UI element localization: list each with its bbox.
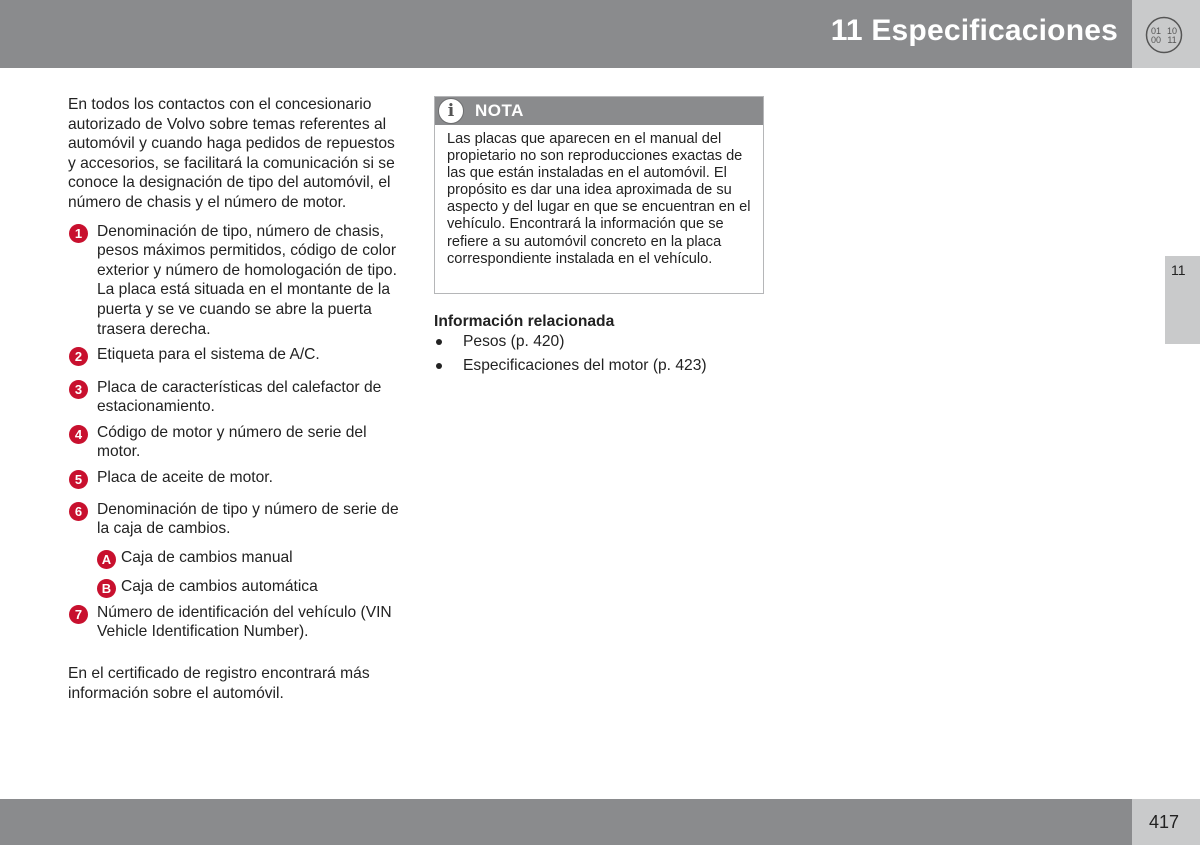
related-link-engine[interactable]: Especificaciones del motor (p. 423) — [434, 356, 774, 376]
badge-digit: 00 — [1150, 35, 1162, 45]
intro-paragraph: En todos los contactos con el concesionario autorizado de Volvo sobre temas referentes al automóvil y cuando haga pedidos de repuestos y accesorios, se facilitará la comunicación si se conoce la designación de tipo del automóvil, el número de chasis y el número de motor. — [68, 96, 395, 211]
list-item-text: Caja de cambios automática — [121, 577, 318, 595]
list-item — [68, 345, 404, 365]
list-item-text: Caja de cambios manual — [121, 548, 293, 566]
badge-digit: 01 — [1150, 26, 1162, 36]
list-item — [68, 603, 404, 642]
note-box — [434, 96, 764, 294]
closing-paragraph: En el certificado de registro encontrará más información sobre el automóvil. — [68, 665, 370, 702]
callout-number-7: 7 — [69, 605, 88, 624]
footer-bar — [0, 799, 1132, 845]
list-item-text: Código de motor y número de serie del motor. — [97, 423, 367, 461]
list-item-text: Placa de características del calefactor de estacionamiento. — [97, 378, 382, 416]
note-text: Las placas que aparecen en el manual del propietario no son reproducciones exactas de las que están instaladas en el automóvil. El propósito es dar una idea aproximada de su aspecto y del lugar en que se encuentran en el vehículo. Encontrará la información que se refiere a su automóvil concreto en la placa correspondiente instalada en el vehículo. — [447, 131, 751, 267]
related-link-weights[interactable]: Pesos (p. 420) — [434, 332, 774, 352]
callout-letter-b: B — [97, 579, 116, 598]
info-icon: i — [438, 98, 464, 124]
list-item-text: Número de identificación del vehículo (VIN Vehicle Identification Number). — [97, 603, 392, 641]
list-item — [68, 500, 404, 539]
badge-digit: 10 — [1166, 26, 1178, 36]
list-item-text: Etiqueta para el sistema de A/C. — [97, 345, 320, 363]
list-item — [68, 577, 404, 597]
note-header — [435, 97, 763, 125]
related-links — [434, 332, 774, 376]
callout-number-6: 6 — [69, 502, 88, 521]
chapter-side-tab-label: 11 — [1171, 262, 1186, 278]
callout-number-1: 1 — [69, 224, 88, 243]
list-item-text: Placa de aceite de motor. — [97, 468, 273, 486]
list-item — [68, 378, 404, 417]
list-item-text: Denominación de tipo y número de serie de la caja de cambios. — [97, 500, 399, 538]
callout-letter-a: A — [97, 550, 116, 569]
list-item — [68, 468, 404, 488]
list-item-text: Denominación de tipo, número de chasis, pesos máximos permitidos, código de color exterior y número de homologación de tipo. La placa está situada en el montante de la puerta y se ve cuando se abre la puerta trasera derecha. — [97, 222, 397, 338]
list-item — [68, 222, 404, 340]
note-title: NOTA — [475, 101, 524, 120]
page-number: 417 — [1149, 812, 1180, 832]
related-heading: Información relacionada — [434, 313, 615, 330]
callout-number-4: 4 — [69, 425, 88, 444]
list-item — [68, 548, 404, 568]
main-column — [68, 95, 404, 702]
callout-number-5: 5 — [69, 470, 88, 489]
callout-number-2: 2 — [69, 347, 88, 366]
related-info — [434, 312, 774, 376]
badge-digit: 11 — [1167, 35, 1177, 45]
chapter-title: 11 Especificaciones — [830, 14, 1118, 47]
chapter-badge-icon — [1145, 16, 1183, 54]
callout-number-3: 3 — [69, 380, 88, 399]
list-item — [68, 423, 404, 462]
